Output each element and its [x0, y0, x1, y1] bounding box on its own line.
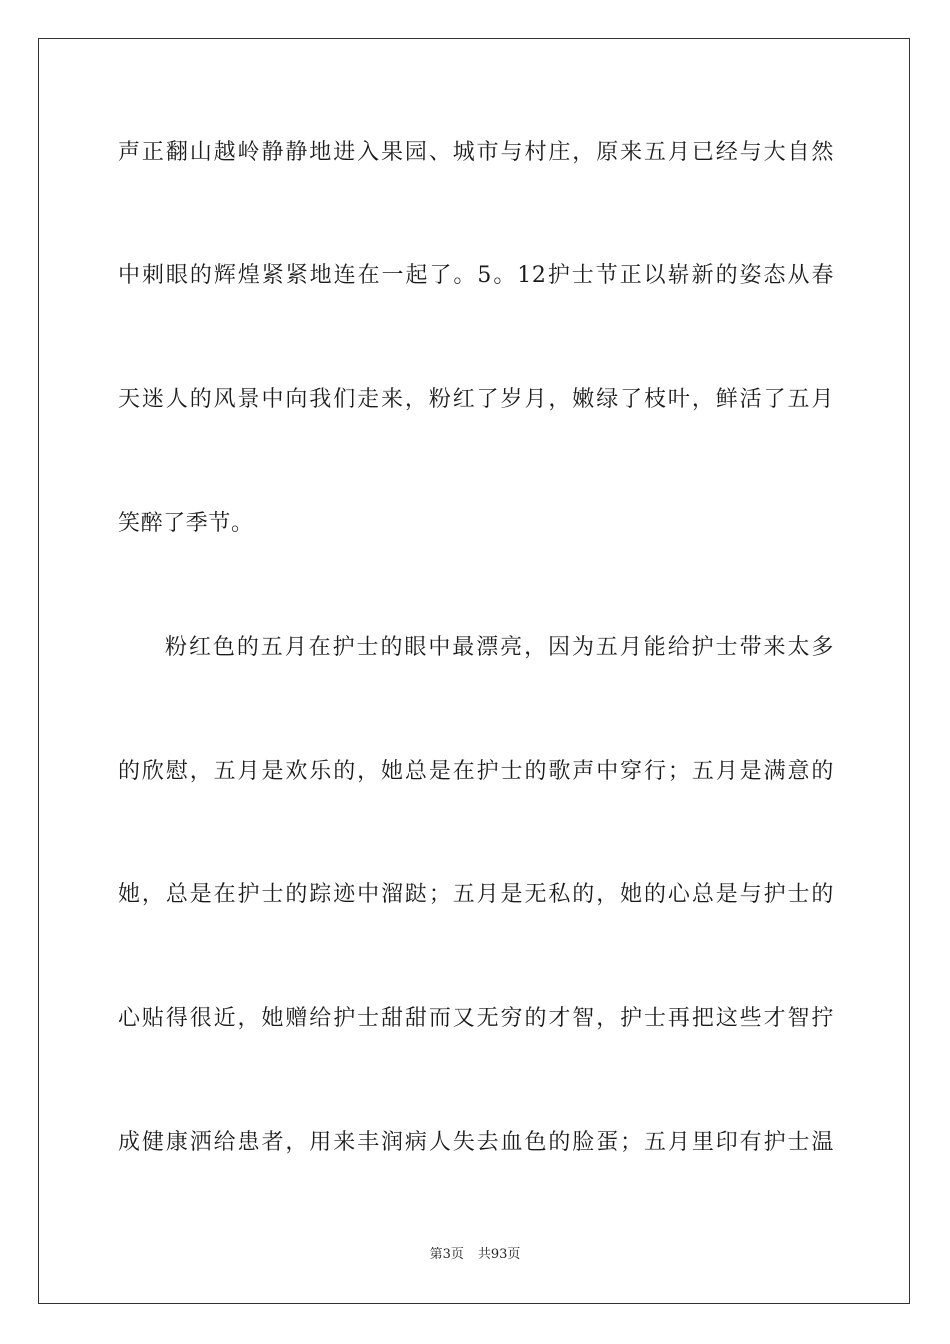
page-total: 共93页	[477, 1247, 521, 1262]
body-text-line: 声正翻山越岭静静地进入果园、城市与村庄，原来五月已经与大自然	[118, 140, 834, 165]
body-text-line: 的欣慰，五月是欢乐的，她总是在护士的歌声中穿行；五月是满意的	[118, 759, 834, 784]
page-footer	[0, 1245, 950, 1265]
body-text-line: 天迷人的风景中向我们走来，粉红了岁月，嫩绿了枝叶，鲜活了五月	[118, 387, 834, 412]
body-text-line: 中刺眼的辉煌紧紧地连在一起了。5。12护士节正以崭新的姿态从春	[118, 263, 834, 288]
body-text-line: 成健康洒给患者，用来丰润病人失去血色的脸蛋；五月里印有护士温	[118, 1130, 834, 1155]
page-border	[38, 38, 910, 1304]
paragraph-first-line: 粉红色的五月在护士的眼中最漂亮，因为五月能给护士带来太多	[165, 635, 834, 660]
body-text-line: 心贴得很近，她赠给护士甜甜而又无穷的才智，护士再把这些才智拧	[118, 1006, 834, 1031]
page-number: 第3页	[429, 1247, 464, 1262]
body-text-line: 她，总是在护士的踪迹中溜跶；五月是无私的，她的心总是与护士的	[118, 882, 834, 907]
body-text-line: 笑醉了季节。	[118, 511, 254, 536]
